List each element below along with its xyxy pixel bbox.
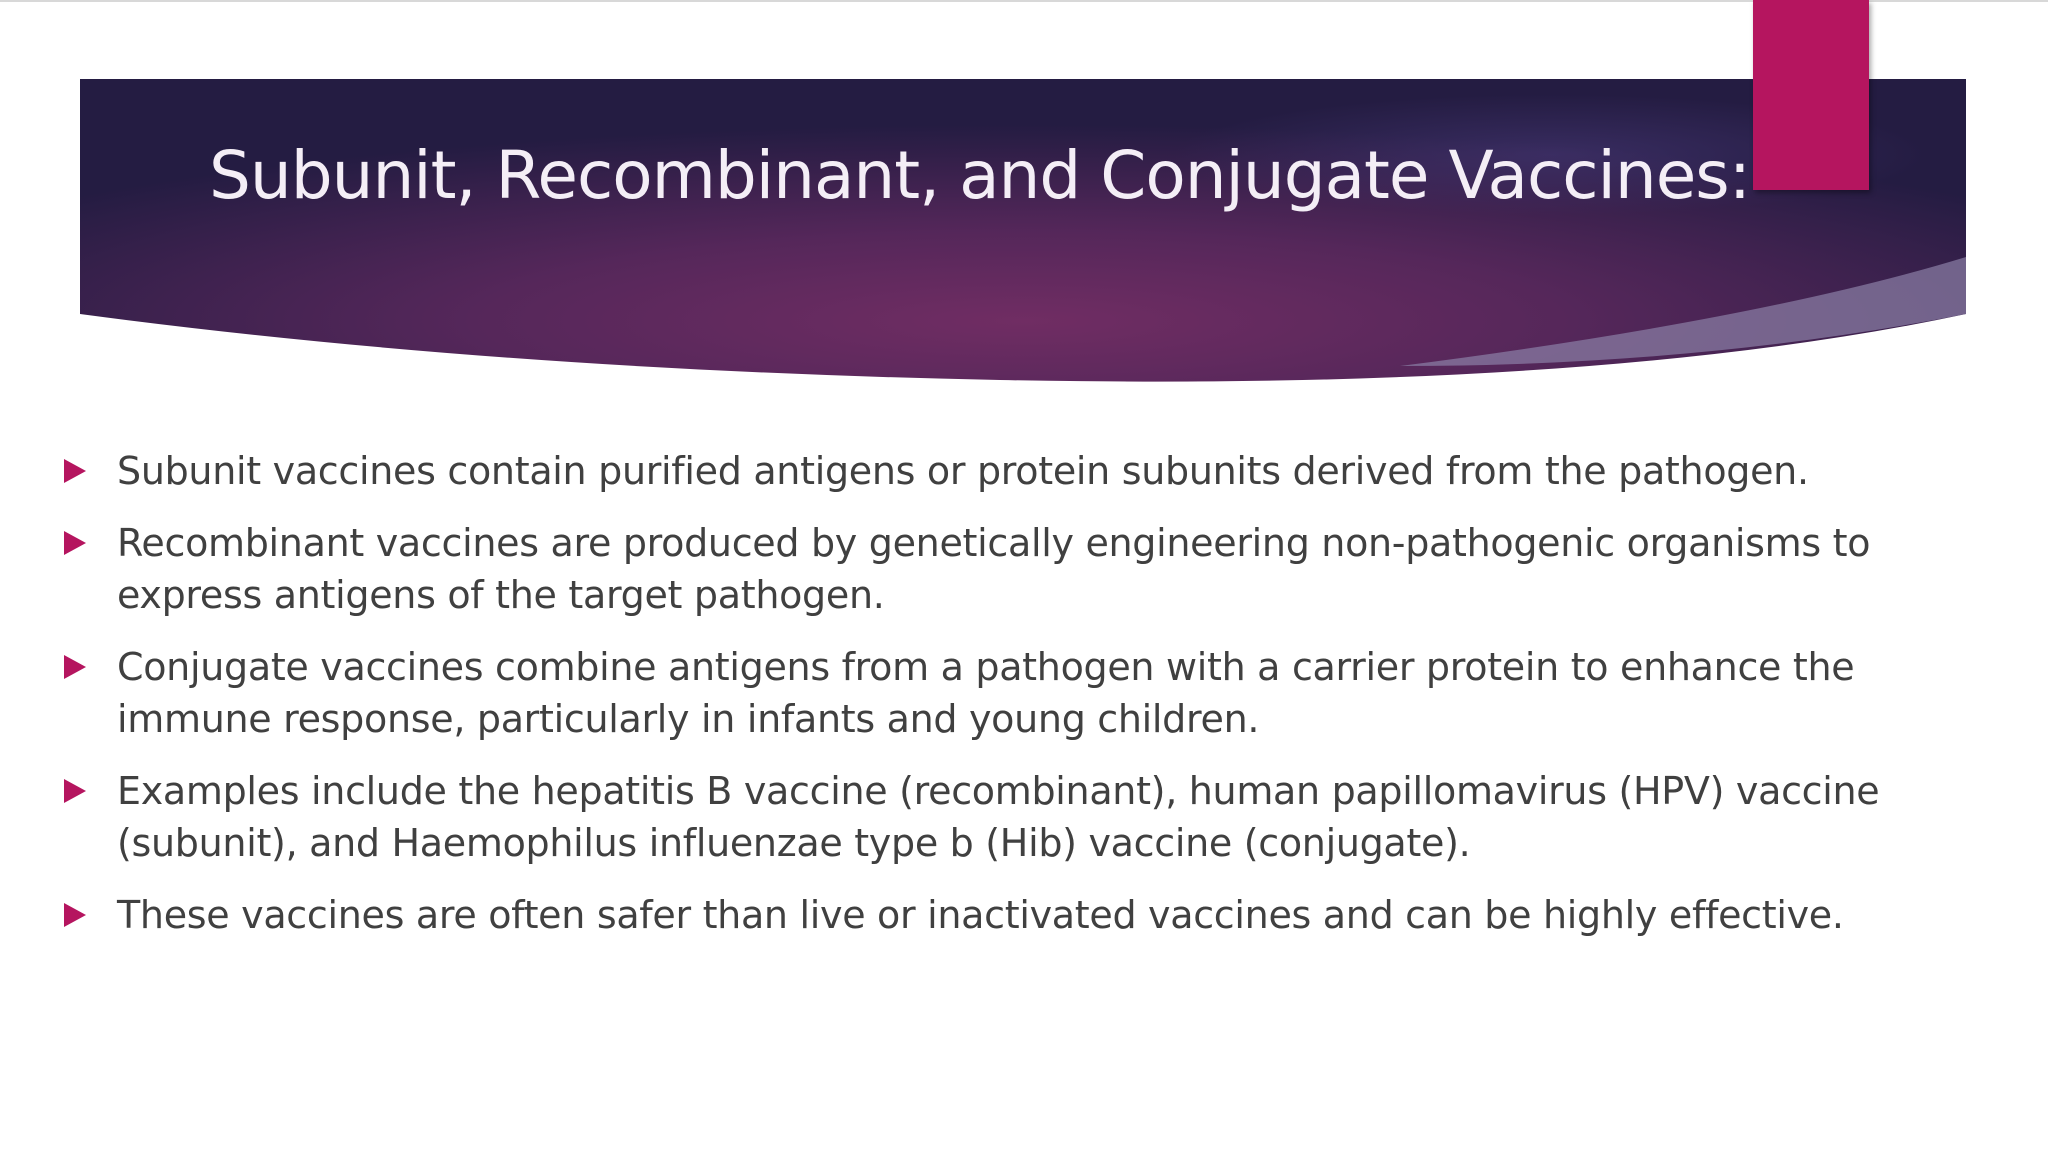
triangle-bullet-icon bbox=[64, 903, 86, 927]
bullet-item bbox=[60, 445, 1990, 497]
triangle-bullet-icon bbox=[64, 459, 86, 483]
triangle-bullet-icon bbox=[64, 655, 86, 679]
slide-title: Subunit, Recombinant, and Conjugate Vaccines: bbox=[209, 137, 1750, 214]
triangle-bullet-icon bbox=[64, 779, 86, 803]
bullet-text: Subunit vaccines contain purified antigens or protein subunits derived from the pathogen. bbox=[117, 449, 1809, 493]
bullet-item bbox=[60, 889, 1990, 941]
bullet-item bbox=[60, 641, 1990, 745]
bullet-text: Conjugate vaccines combine antigens from a pathogen with a carrier protein to enhance the immune response, particularly in infants and young children. bbox=[117, 645, 1855, 741]
bullet-item bbox=[60, 765, 1990, 869]
bullet-list bbox=[60, 445, 1990, 961]
bullet-text: These vaccines are often safer than live or inactivated vaccines and can be highly effective. bbox=[117, 893, 1844, 937]
accent-tab bbox=[1753, 0, 1869, 190]
bullet-text: Examples include the hepatitis B vaccine (recombinant), human papillomavirus (HPV) vaccine (subunit), and Haemophilus influenzae type b (Hib) vaccine (conjugate). bbox=[117, 769, 1880, 865]
bullet-item bbox=[60, 517, 1990, 621]
triangle-bullet-icon bbox=[64, 531, 86, 555]
bullet-text: Recombinant vaccines are produced by genetically engineering non-pathogenic organisms to express antigens of the target pathogen. bbox=[117, 521, 1871, 617]
